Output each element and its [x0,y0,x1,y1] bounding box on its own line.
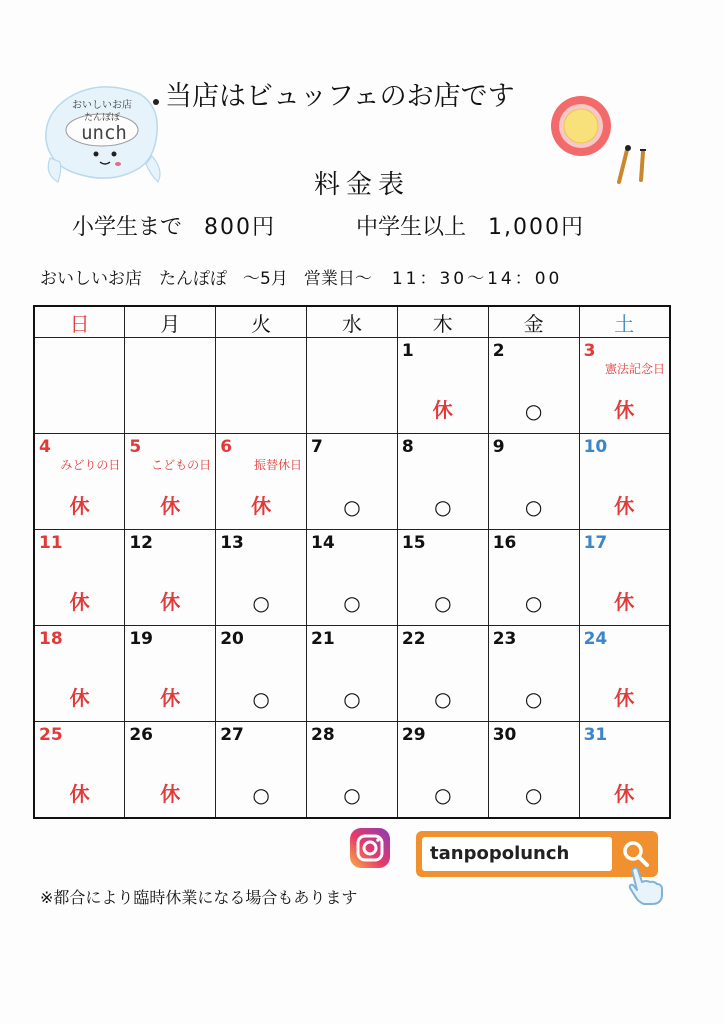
holiday-name: みどりの日 [60,457,121,472]
day-number: 26 [129,724,154,745]
calendar-week-row [34,338,670,434]
weekday-header: 日 [34,306,125,338]
weekday-header: 水 [307,306,398,338]
open-mark: ○ [252,590,270,615]
closed-mark: 休 [251,493,272,518]
instagram-logo-icon [349,827,391,869]
calendar-day-cell [579,433,670,529]
business-hours: 11：30〜14：00 [391,269,563,289]
calendar-week-row [34,529,670,625]
open-mark: ○ [434,590,452,615]
calendar-empty-cell [216,338,307,434]
day-number: 21 [311,628,335,649]
open-mark: ○ [343,783,361,807]
instagram-icon[interactable] [349,827,391,869]
calendar-header-row [34,306,670,338]
calendar-day-cell [34,625,125,721]
open-mark: ○ [252,686,270,711]
open-mark: ○ [524,398,543,423]
calendar-day-cell [34,721,125,818]
business-info [40,264,562,289]
day-number: 7 [311,436,323,457]
month-label: 〜5月 [243,269,288,289]
day-number: 27 [220,724,244,745]
day-number: 23 [492,628,517,649]
day-number: 17 [583,532,608,553]
open-mark: ○ [524,686,543,711]
calendar-day-cell [488,338,579,434]
open-mark: ○ [434,494,452,519]
calendar-day-cell [579,721,670,818]
open-mark: ○ [343,686,361,711]
day-number: 22 [401,628,426,649]
price-middle-label: 中学生以上 [356,215,467,240]
holiday-name: 振替休日 [254,457,303,472]
calendar-day-cell [34,433,125,529]
calendar-day-cell [307,721,398,818]
calendar-day-cell [125,721,216,818]
business-days-label: 営業日〜 [303,269,372,289]
footnote: ※都合により臨時休業になる場合もあります [40,888,358,907]
calendar-day-cell [488,433,579,529]
day-number: 18 [39,628,63,649]
page-title: 当店はビュッフェのお店です [165,81,515,112]
calendar-day-cell [488,625,579,721]
open-mark: ○ [434,783,452,807]
open-mark: ○ [524,783,543,807]
calendar-day-cell [216,721,307,818]
closed-mark: 休 [432,397,453,422]
day-number: 4 [39,436,51,457]
day-number: 28 [311,724,335,745]
day-number: 1 [401,341,414,361]
closed-mark: 休 [69,589,90,614]
calendar-week-row [34,721,670,818]
price-elementary-value: 800円 [204,215,277,240]
closed-mark: 休 [614,782,635,806]
day-number: 8 [401,436,414,457]
logo-text-name: たんぽぽ [83,113,120,123]
day-number: 29 [401,724,426,745]
open-mark: ○ [252,783,270,807]
day-number: 12 [129,532,154,553]
calendar-empty-cell [34,338,125,434]
calendar-day-cell [125,529,216,625]
calendar-day-cell [397,625,488,721]
instagram-search-box[interactable] [416,831,658,877]
calendar-day-cell [488,721,579,818]
calendar-day-cell [397,721,488,818]
closed-mark: 休 [614,493,635,518]
calendar-day-cell [125,433,216,529]
calendar-day-cell [579,625,670,721]
calendar-day-cell [307,433,398,529]
calendar-day-cell [488,529,579,625]
day-number: 14 [311,532,335,553]
open-mark: ○ [524,590,543,615]
day-number: 25 [39,724,63,745]
closed-mark: 休 [614,589,635,614]
price-table-title: 料金表 [313,170,410,200]
calendar-day-cell [397,529,488,625]
pointing-hand-icon [624,864,668,908]
holiday-name: 憲法記念日 [604,362,665,376]
logo-text-lunch: unch [81,122,127,144]
closed-mark: 休 [160,493,181,518]
day-number: 30 [492,724,517,745]
price-elementary [72,210,276,241]
calendar-day-cell [307,625,398,721]
day-number: 24 [583,628,608,649]
day-number: 3 [583,341,596,361]
day-number: 13 [220,532,244,553]
weekday-header: 土 [579,306,670,338]
calendar-day-cell [216,433,307,529]
price-elementary-label: 小学生まで [72,215,183,240]
price-middle-value: 1,000円 [488,215,585,240]
logo-text-shop: おいしいお店 [72,100,132,111]
day-number: 16 [492,532,517,553]
calendar-empty-cell [125,338,216,434]
calendar-day-cell [34,529,125,625]
calendar-day-cell [307,529,398,625]
day-number: 20 [220,628,244,649]
day-number: 6 [220,436,233,457]
open-mark: ○ [343,590,361,615]
weekday-header: 木 [397,306,488,338]
calendar-empty-cell [307,338,398,434]
weekday-header: 金 [488,306,579,338]
closed-mark: 休 [160,782,181,806]
day-number: 31 [583,724,608,745]
open-mark: ○ [524,494,543,519]
shop-name: おいしいお店 たんぽぽ [40,269,227,289]
weekday-header: 火 [216,306,307,338]
closed-mark: 休 [69,493,90,518]
search-field[interactable]: tanpopolunch [422,837,612,871]
weekday-header: 月 [125,306,216,338]
holiday-name: こどもの日 [151,457,212,472]
day-number: 11 [39,532,63,553]
day-number: 15 [401,532,426,553]
calendar-body [34,338,670,819]
calendar-week-row [34,625,670,721]
closed-mark: 休 [160,685,181,710]
open-mark: ○ [434,686,452,711]
day-number: 9 [492,436,505,457]
closed-mark: 休 [614,685,635,710]
calendar-day-cell [579,529,670,625]
calendar-day-cell [397,433,488,529]
closed-mark: 休 [69,685,90,710]
calendar-day-cell [216,529,307,625]
day-number: 2 [492,341,505,361]
open-mark: ○ [343,494,361,519]
price-middle [356,210,585,241]
closed-mark: 休 [160,589,181,614]
calendar-day-cell [216,625,307,721]
calendar-week-row [34,433,670,529]
closed-mark: 休 [69,782,90,806]
day-number: 10 [583,436,608,457]
calendar-day-cell [397,338,488,434]
day-number: 19 [129,628,154,649]
calendar-day-cell [125,625,216,721]
closed-mark: 休 [614,397,635,422]
day-number: 5 [129,436,142,457]
calendar-day-cell [579,338,670,434]
calendar [33,305,671,819]
